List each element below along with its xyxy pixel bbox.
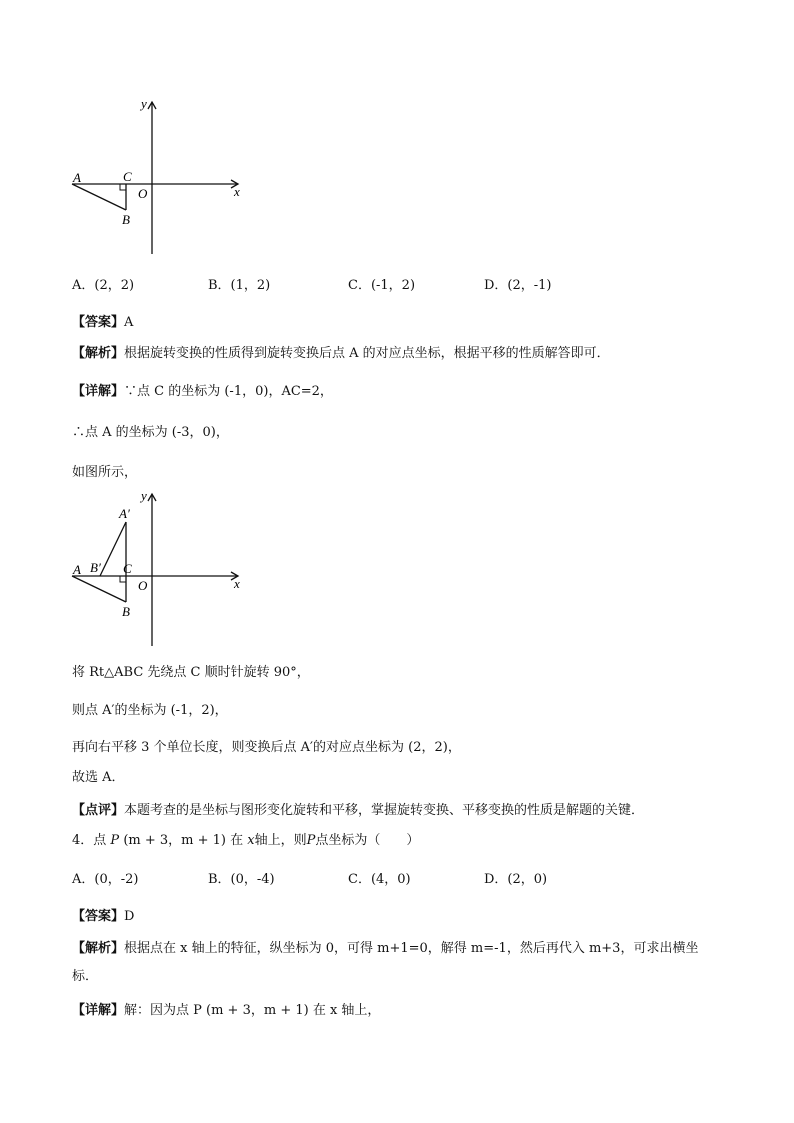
detail-tag: 【详解】: [72, 1003, 125, 1018]
comment-tag: 【点评】: [72, 803, 125, 818]
q3-answer: [72, 314, 133, 332]
label-c: C: [123, 169, 132, 184]
q3-option-c: C．(-1，2): [348, 278, 416, 293]
q4-point-2: P: [306, 833, 316, 848]
analysis-tag: 【解析】: [72, 346, 125, 361]
coordinate-figure-2: [68, 486, 248, 652]
answer-value: D: [124, 909, 135, 924]
q4-number: 4．点: [72, 833, 107, 848]
rotation-line-2: 则点 A′的坐标为 (-1，2)，: [72, 703, 228, 718]
label-x: x: [234, 184, 240, 199]
q4-option-a: A．(0，-2): [72, 872, 139, 887]
label-b-prime: B′: [90, 560, 101, 575]
q3-comment: [72, 802, 644, 820]
detail-tag: 【详解】: [72, 384, 125, 399]
q3-detail: [72, 383, 333, 401]
q4-analysis: [72, 940, 698, 958]
q4-detail: [72, 1002, 380, 1020]
q4-coords: (m + 3，m + 1): [123, 833, 226, 848]
label-o: O: [138, 578, 148, 593]
rotation-line-3: 再向右平移 3 个单位长度，则变换后点 A′的对应点坐标为 (2，2)，: [72, 740, 461, 755]
detail-line-3: 如图所示，: [72, 465, 138, 480]
q3-option-b: B．(1，2): [208, 278, 271, 293]
segment-ab: [72, 184, 126, 210]
q4-stem: [72, 832, 419, 850]
analysis-tag: 【解析】: [72, 941, 125, 956]
label-y: y: [141, 488, 147, 503]
label-c: C: [123, 561, 132, 576]
answer-value: A: [124, 315, 134, 330]
q4-option-c: C．(4，0): [348, 872, 411, 887]
q3-option-d: D．(2，-1): [484, 278, 552, 293]
answer-tag: 【答案】: [72, 315, 125, 330]
label-b: B: [122, 212, 130, 227]
q4-answer: [72, 908, 134, 926]
q4-end: 点坐标为（ ）: [315, 833, 420, 848]
answer-tag: 【答案】: [72, 909, 125, 924]
label-b: B: [122, 604, 130, 619]
segment-ab: [72, 576, 126, 602]
analysis-text: 根据点在 x 轴上的特征，纵坐标为 0，可得 m+1=0，解得 m=-1，然后再代入 m+3，可求出横坐: [124, 941, 699, 956]
comment-text: 本题考查的是坐标与图形变化旋转和平移，掌握旋转变换、平移变换的性质是解题的关键．: [124, 803, 645, 818]
coordinate-figure-1: [68, 94, 248, 260]
q4-option-b: B．(0，-4): [208, 872, 275, 887]
q4-option-d: D．(2，0): [484, 872, 548, 887]
rotation-line-1: 将 Rt△ABC 先绕点 C 顺时针旋转 90°，: [72, 665, 310, 680]
q3-analysis: [72, 345, 610, 363]
label-a: A: [73, 562, 81, 577]
detail-text: 解：因为点 P (m + 3，m + 1) 在 x 轴上，: [124, 1003, 381, 1018]
label-x: x: [234, 576, 240, 591]
analysis-text: 根据旋转变换的性质得到旋转变换后点 A 的对应点坐标，根据平移的性质解答即可．: [124, 346, 610, 361]
q4-mid: 在: [230, 833, 244, 848]
q3-option-a: A．(2，2): [72, 278, 135, 293]
label-a-prime: A′: [119, 506, 130, 521]
q4-tail: 轴上，则: [254, 833, 307, 848]
rotation-line-4: 故选 A．: [72, 770, 125, 785]
q4-axis: x: [247, 833, 255, 848]
right-angle-mark: [120, 184, 126, 190]
q4-point: P: [110, 833, 120, 848]
label-a: A: [73, 170, 81, 185]
q4-analysis-cont: 标．: [72, 969, 99, 984]
detail-line-2: ∴点 A 的坐标为 (-3，0)，: [72, 425, 229, 440]
label-y: y: [141, 96, 147, 111]
right-angle-mark: [120, 576, 126, 582]
detail-line-1: ∵点 C 的坐标为 (-1，0)，AC=2，: [124, 384, 333, 399]
label-o: O: [138, 186, 148, 201]
